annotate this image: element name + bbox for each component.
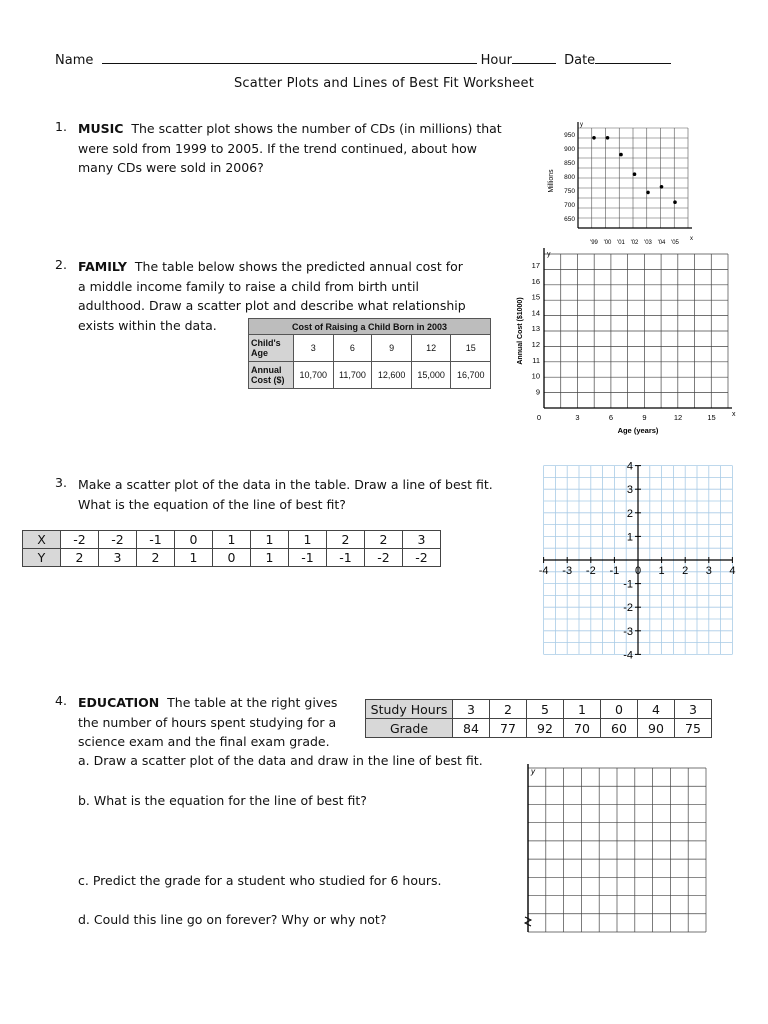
- q2-xtick-label: 6: [608, 413, 614, 422]
- q4-hours-header: Study Hours: [366, 700, 453, 719]
- q3-xtick-label: 2: [682, 565, 689, 577]
- q4-y-axis-letter: y: [531, 767, 535, 776]
- q1-x-axis-letter: x: [690, 236, 693, 242]
- q1-data-point: [592, 136, 596, 140]
- q4-label: EDUCATION: [78, 695, 160, 710]
- q2-xtick-label: 3: [575, 413, 580, 422]
- q4-hours-cell: 5: [527, 700, 564, 719]
- q4-hours-cell: 2: [490, 700, 527, 719]
- q4-hours-cell: 1: [564, 700, 601, 719]
- q1-ytick-label: 750: [564, 188, 575, 195]
- q3-x-cell: 2: [327, 531, 365, 549]
- q1-data-point: [660, 185, 664, 189]
- q1-data-point: [673, 200, 677, 204]
- q1-xtick-label: '01: [617, 240, 625, 246]
- q4-part-a: a. Draw a scatter plot of the data and draw in the line of best fit.: [78, 753, 483, 768]
- q3-xtick-label: 4: [729, 565, 736, 577]
- q1-ytick-label: 700: [564, 202, 575, 209]
- q2-ylabel: Annual Cost ($1000): [517, 297, 524, 365]
- q1-number: 1.: [55, 119, 67, 134]
- q1-label: MUSIC: [78, 121, 124, 136]
- q1-y-axis-letter: y: [580, 122, 583, 128]
- page-title: Scatter Plots and Lines of Best Fit Worksheet: [233, 76, 534, 91]
- q3-ytick-label: -1: [623, 578, 633, 591]
- q1-ytick-label: 900: [564, 146, 575, 153]
- q2-table-caption: Cost of Raising a Child Born in 2003: [249, 319, 491, 335]
- q3-x-cell: 3: [403, 531, 441, 549]
- q2-xtick-label: 0: [536, 413, 542, 422]
- q3-y-cell: 1: [175, 549, 213, 567]
- q4-part-d: d. Could this line go on forever? Why or why not?: [78, 912, 387, 927]
- q2-cost-table: [248, 318, 491, 389]
- q3-x-cell: 1: [213, 531, 251, 549]
- q3-y-cell: -2: [403, 549, 441, 567]
- q3-x-cell: 1: [289, 531, 327, 549]
- q1-ytick-label: 850: [564, 160, 575, 167]
- q2-ytick-label: 10: [531, 371, 540, 381]
- q4-blank-grid[interactable]: [520, 762, 710, 937]
- q3-ytick-label: -2: [623, 602, 633, 615]
- q3-x-cell: -2: [99, 531, 137, 549]
- q4-grade-cell: 77: [490, 719, 527, 738]
- q3-y-cell: -2: [365, 549, 403, 567]
- q2-ytick-label: 15: [531, 292, 540, 302]
- q2-ytick-label: 14: [531, 308, 540, 318]
- q2-x-axis-letter: x: [732, 411, 736, 418]
- q2-cost-header: Annual Cost ($): [249, 362, 294, 389]
- q2-ytick-label: 11: [532, 355, 540, 365]
- q4-hours-cell: 0: [601, 700, 638, 719]
- q3-ytick-label: 4: [626, 460, 633, 473]
- q1-data-point: [633, 172, 637, 176]
- q3-xtick-label: 1: [658, 565, 665, 577]
- q2-ytick-label: 16: [531, 276, 540, 286]
- q2-age-cell: 12: [411, 335, 451, 362]
- q1-cd-scatter-chart: [530, 120, 700, 250]
- q3-ytick-label: -3: [623, 625, 633, 638]
- q3-x-cell: 1: [251, 531, 289, 549]
- q4-grade-cell: 60: [601, 719, 638, 738]
- q3-number: 3.: [55, 475, 67, 490]
- q4-grade-cell: 92: [527, 719, 564, 738]
- q4-part-b: b. What is the equation for the line of best fit?: [78, 793, 367, 808]
- q2-xtick-label: 15: [707, 413, 716, 422]
- q4-hours-cell: 4: [638, 700, 675, 719]
- q3-x-cell: -2: [61, 531, 99, 549]
- q1-text: MUSIC The scatter plot shows the number of CDs (in millions) that were sold from 1999 to 2005. If the trend continued, about how many CDs were sold in 2006?: [78, 121, 502, 175]
- q2-y-axis-letter: y: [547, 251, 551, 258]
- q2-cost-cell: 15,000: [411, 362, 451, 389]
- q3-y-cell: -1: [327, 549, 365, 567]
- q1-xtick-label: '05: [671, 240, 679, 246]
- name-line[interactable]: [55, 53, 671, 68]
- q2-cost-cell: 12,600: [372, 362, 412, 389]
- name-label: Name: [55, 53, 94, 68]
- q2-age-cell: 6: [333, 335, 372, 362]
- q2-cost-cell: 16,700: [451, 362, 491, 389]
- q3-ytick-label: 3: [626, 484, 633, 497]
- q4-grade-header: Grade: [366, 719, 453, 738]
- q3-xtick-label: -4: [538, 565, 549, 577]
- q3-coordinate-grid[interactable]: [540, 460, 736, 660]
- q3-ytick-label: 2: [626, 507, 633, 520]
- q4-part-c: c. Predict the grade for a student who studied for 6 hours.: [78, 873, 442, 888]
- q3-y-cell: 3: [99, 549, 137, 567]
- q2-age-cell: 9: [372, 335, 412, 362]
- q2-xtick-label: 12: [673, 413, 683, 422]
- q4-grade-cell: 90: [638, 719, 675, 738]
- q1-xtick-label: '04: [657, 240, 666, 246]
- q4-study-table: [365, 699, 712, 738]
- q2-cost-cell: 10,700: [294, 362, 334, 389]
- q4-hours-cell: 3: [453, 700, 490, 719]
- q4-grade-cell: 70: [564, 719, 601, 738]
- q3-x-cell: -1: [137, 531, 175, 549]
- q1-ylabel: Millions: [548, 169, 555, 193]
- q2-text: FAMILY The table below shows the predicted annual cost for a middle income family to raise a child from birth until adulthood. Draw a scatter plot and describe what relationship exists within the data.: [78, 259, 466, 333]
- q2-cost-cell: 11,700: [333, 362, 372, 389]
- q1-xtick-label: '00: [603, 240, 612, 246]
- q3-y-cell: 2: [137, 549, 175, 567]
- q3-xtick-label: -3: [562, 565, 573, 577]
- q1-ytick-label: 800: [564, 174, 575, 181]
- q2-xtick-label: 9: [642, 413, 647, 422]
- q2-number: 2.: [55, 257, 67, 272]
- q2-ytick-label: 13: [531, 324, 540, 334]
- q1-xtick-label: '03: [644, 240, 652, 246]
- q2-ytick-label: 12: [531, 340, 540, 349]
- q3-xtick-label: 0: [634, 565, 642, 577]
- q3-y-header: Y: [23, 549, 61, 567]
- q2-age-cell: 3: [294, 335, 334, 362]
- q3-xtick-label: 3: [705, 565, 712, 577]
- q4-axis-break-icon: [525, 917, 531, 926]
- q3-xy-table: [22, 530, 441, 567]
- q1-ytick-label: 650: [564, 216, 575, 223]
- q3-xtick-label: -2: [585, 565, 596, 577]
- q3-x-cell: 2: [365, 531, 403, 549]
- q3-y-cell: 0: [213, 549, 251, 567]
- q4-hours-cell: 3: [675, 700, 712, 719]
- q2-blank-grid[interactable]: [514, 246, 736, 440]
- q3-x-header: X: [23, 531, 61, 549]
- hour-label: Hour: [480, 53, 512, 68]
- q1-xtick-label: '99: [590, 240, 598, 246]
- q2-age-cell: 15: [451, 335, 491, 362]
- q2-label: FAMILY: [78, 259, 127, 274]
- q4-grade-cell: 84: [453, 719, 490, 738]
- q1-ytick-label: 950: [564, 132, 575, 139]
- q2-ytick-label: 9: [535, 387, 540, 397]
- q3-y-cell: 1: [251, 549, 289, 567]
- q4-text: EDUCATION The table at the right gives the number of hours spent studying for a science exam and the final exam grade.: [78, 695, 338, 749]
- q3-text: Make a scatter plot of the data in the table. Draw a line of best fit. What is the equation of the line of best fit?: [78, 477, 493, 512]
- q2-age-header: Child's Age: [249, 335, 294, 362]
- q3-x-cell: 0: [175, 531, 213, 549]
- q1-xtick-label: '02: [630, 240, 639, 246]
- q1-data-point: [606, 136, 610, 140]
- q3-y-cell: 2: [61, 549, 99, 567]
- q1-data-point: [619, 153, 623, 157]
- q1-data-point: [646, 191, 650, 195]
- q4-grade-cell: 75: [675, 719, 712, 738]
- q3-y-cell: -1: [289, 549, 327, 567]
- q3-ytick-label: 1: [626, 531, 633, 544]
- q4-number: 4.: [55, 693, 67, 708]
- q3-xtick-label: -1: [609, 565, 620, 577]
- q2-xlabel: Age (years): [617, 426, 659, 435]
- date-label: Date: [564, 53, 596, 68]
- q2-ytick-label: 17: [531, 261, 540, 270]
- q3-ytick-label: -4: [623, 649, 633, 662]
